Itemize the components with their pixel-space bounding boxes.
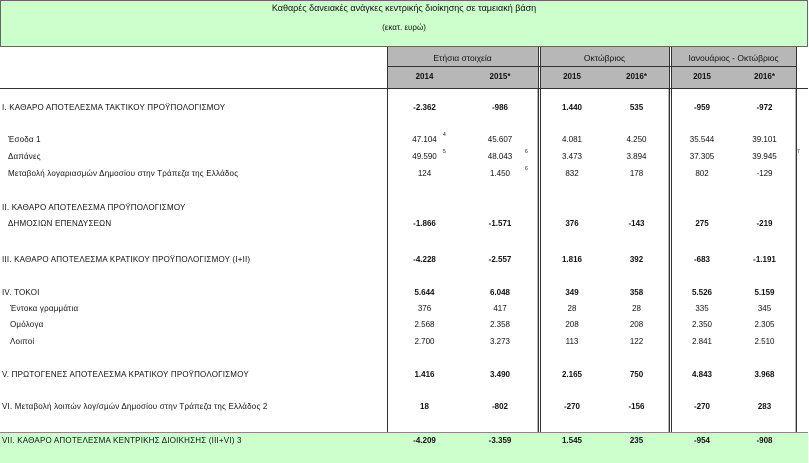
table-cell: 1.545 [561,436,583,445]
table-cell: 122 [629,337,644,346]
table-cell: 335 [695,304,709,313]
table-cell: -143 [628,219,645,228]
table-title: Καθαρές δανειακές ανάγκες κεντρικής διοίκησης σε ταμειακή βάση [271,3,537,13]
table-cell: -2.362 [413,103,436,112]
table-row [0,370,809,384]
table-cell: 1.440 [561,103,583,112]
table-row [0,255,809,269]
table-cell: 37.305 [689,152,715,161]
table-cell: 113 [565,337,579,346]
row-label: Δαπάνες [8,152,41,161]
table-cell: 1.816 [561,255,583,264]
table-cell: -802 [491,402,508,411]
table-cell: -270 [563,402,580,411]
table-cell: 750 [629,370,644,379]
table-cell: 1.416 [414,370,435,379]
table-cell: 39.101 [752,135,777,144]
row-label: VII. ΚΑΘΑΡΟ ΑΠΟΤΕΛΕΣΜΑ ΚΕΝΤΡΙΚΗΣ ΔΙΟΙΚΗΣΗΣ (III+VI) 3 [2,436,242,445]
footnote-marker: 5 [443,149,446,155]
table-cell: 3.490 [489,370,511,379]
table-cell: 48.043 [487,152,513,161]
table-cell: -156 [628,402,645,411]
table-cell: 2.841 [691,337,713,346]
table-row [0,219,809,233]
table-cell: 28 [632,304,641,313]
group-header-annual: Ετήσια στοιχεία [433,53,492,63]
table-cell: -3.359 [488,436,512,445]
year-header: 2016* [626,72,647,81]
table-cell: -972 [756,103,773,112]
table-row [0,132,809,149]
table-cell: 4.081 [561,135,583,144]
table-cell: -959 [693,103,710,112]
table-cell: -4.228 [413,255,436,264]
table-cell: -908 [756,436,773,445]
row-label: Έσοδα 1 [8,135,41,144]
row-label: VI. Μεταβολή λοιπών λογ/σμών Δημοσίου στην Τράπεζα της Ελλάδος 2 [2,402,268,411]
table-cell: -1.191 [753,255,776,264]
table-cell: 5.644 [414,288,435,297]
table-cell: -4.209 [413,436,436,445]
table-cell: 832 [565,169,579,178]
group-header-jan-oct: Ιανουάριος - Οκτώβριος [688,53,779,63]
table-cell: 376 [417,304,432,313]
table-cell: 35.544 [689,135,715,144]
table-cell: -1.571 [488,219,512,228]
table-row [0,436,809,450]
table-cell: 124 [417,169,432,178]
table-cell: 208 [565,320,579,329]
table-header-banner [0,0,808,47]
table-cell: 417 [493,304,507,313]
table-cell: -270 [693,402,710,411]
table-cell: 283 [757,402,772,411]
row-label: IV. ΤΟΚΟΙ [2,288,40,297]
table-cell: 178 [629,169,644,178]
table-cell: 349 [565,288,579,297]
table-cell: 802 [695,169,709,178]
row-label: V. ΠΡΩΤΟΓΕΝΕΣ ΑΠΟΤΕΛΕΣΜΑ ΚΡΑΤΙΚΟΥ ΠΡΟΫΠΟΛΟΓΙΣΜΟΥ [2,370,249,379]
table-cell: 5.526 [691,288,713,297]
table-row [0,103,809,117]
table-cell: 208 [629,320,644,329]
table-row [0,304,809,318]
table-row [0,402,809,416]
row-label: Λοιποί [10,337,35,346]
table-cell: 345 [757,304,772,313]
row-label: Μεταβολή λογαριασμών Δημοσίου στην Τράπεζα της Ελλάδος [8,169,239,178]
table-cell: 3.968 [754,370,775,379]
year-header: 2015* [489,72,511,81]
table-row [0,166,809,183]
group-header-october: Οκτώβριος [583,53,626,63]
footnote-marker: 4 [443,132,446,138]
table-cell: 275 [695,219,709,228]
table-cell: 49.590 [412,152,437,161]
table-cell: 47.104 [412,135,437,144]
table-cell: 4.843 [691,370,713,379]
year-header: 2014 [415,72,434,81]
table-cell: 358 [629,288,644,297]
table-cell: 3.473 [561,152,583,161]
table-cell: 3.894 [626,152,647,161]
table-row [0,320,809,334]
footnote-marker: 6 [525,166,528,172]
year-header: 2015 [693,72,711,81]
table-cell: 4.250 [626,135,647,144]
table-cell: 45.607 [487,135,513,144]
row-label: I. ΚΑΘΑΡΟ ΑΠΟΤΕΛΕΣΜΑ ΤΑΚΤΙΚΟΥ ΠΡΟΫΠΟΛΟΓΙΣΜΟΥ [2,103,226,112]
table-cell: -954 [693,436,710,445]
table-cell: 2.350 [691,320,713,329]
table-cell: 18 [420,402,429,411]
table-cell: -1.866 [413,219,436,228]
table-cell: 2.568 [414,320,435,329]
table-cell: 1.450 [489,169,511,178]
divider [387,66,797,67]
row-label: ΔΗΜΟΣΙΩΝ ΕΠΕΝΔΥΣΕΩΝ [8,219,112,228]
footnote-marker: 7 [797,149,800,155]
table-cell: 392 [629,255,644,264]
table-cell: -219 [756,219,773,228]
table-cell: -129 [756,169,773,178]
table-cell: 535 [629,103,644,112]
table-row [0,149,809,166]
year-header: 2015 [563,72,581,81]
row-label: Ομόλογα [10,320,44,329]
row-label: Έντοκα γραμμάτια [10,304,79,313]
table-cell: -986 [491,103,508,112]
table-cell: 5.159 [754,288,775,297]
table-cell: 2.358 [489,320,511,329]
table-cell: 2.305 [754,320,775,329]
table-cell: 2.510 [754,337,775,346]
divider [0,88,808,89]
table-cell: 39.945 [752,152,777,161]
table-cell: -683 [693,255,710,264]
table-row [0,203,809,217]
table-cell: -2.557 [488,255,512,264]
table-cell: 6.048 [489,288,511,297]
row-label: II. ΚΑΘΑΡΟ ΑΠΟΤΕΛΕΣΜΑ ΠΡΟΫΠΟΛΟΓΙΣΜΟΥ [2,203,186,212]
table-row [0,337,809,351]
table-cell: 235 [629,436,644,445]
year-header: 2016* [754,72,775,81]
table-cell: 28 [567,304,577,313]
table-cell: 376 [565,219,579,228]
table-cell: 3.273 [489,337,511,346]
table-subtitle: (εκατ. ευρώ) [382,23,426,32]
row-label: III. ΚΑΘΑΡΟ ΑΠΟΤΕΛΕΣΜΑ ΚΡΑΤΙΚΟΥ ΠΡΟΫΠΟΛΟΓΙΣΜΟΥ (I+II) [2,255,251,264]
footnote-marker: 6 [525,149,528,155]
table-cell: 2.165 [561,370,583,379]
table-cell: 2.700 [414,337,435,346]
table-row [0,288,809,302]
